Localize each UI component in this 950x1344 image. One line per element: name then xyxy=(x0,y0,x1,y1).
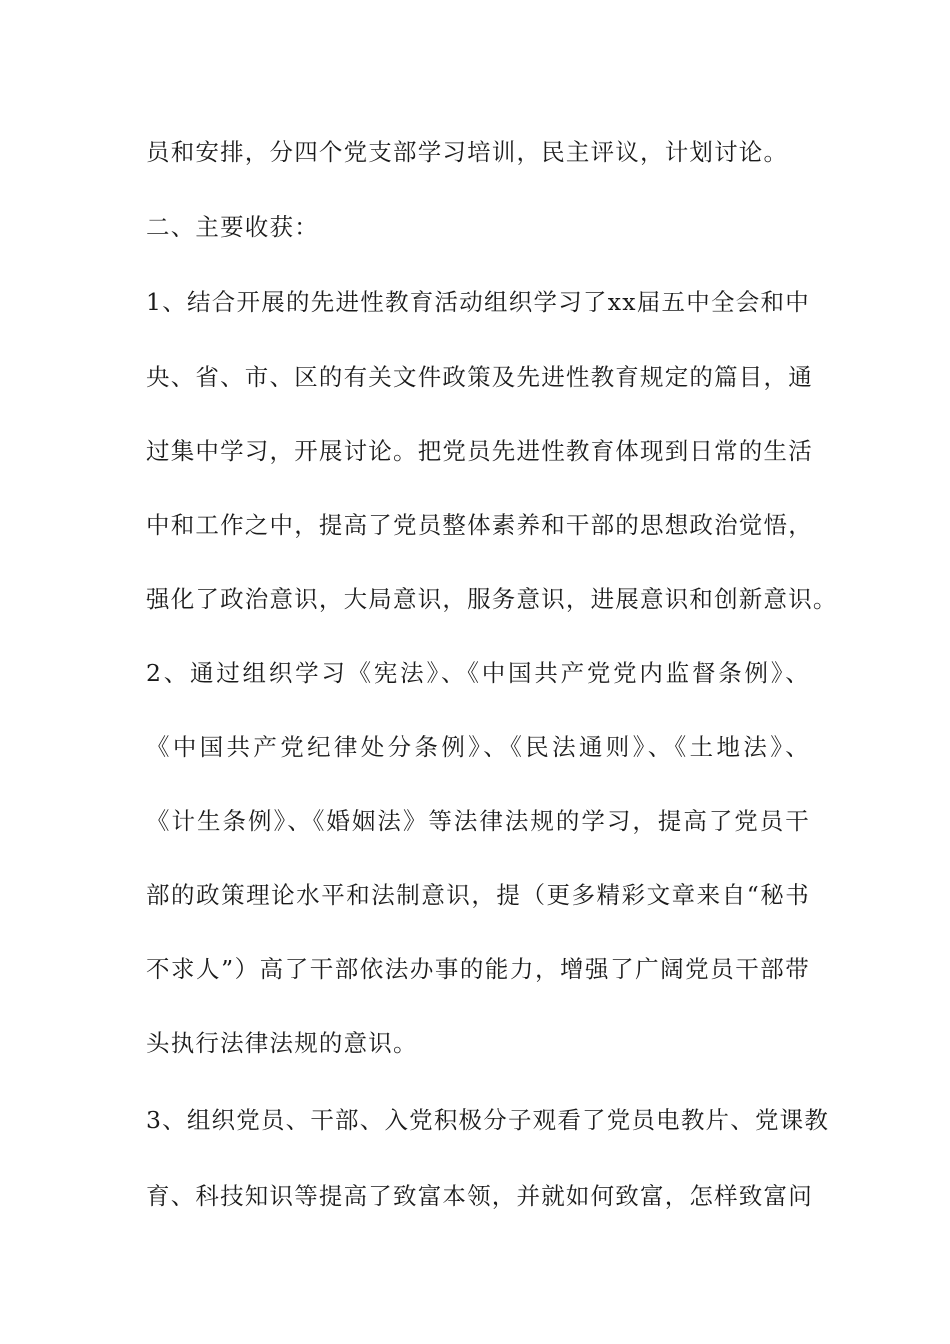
text-line: 2、通过组织学习《宪法》、《中国共产党党内监督条例》、 xyxy=(146,659,810,687)
text-line: 育、科技知识等提高了致富本领，并就如何致富，怎样致富问 xyxy=(146,1182,813,1210)
text-line: 央、省、市、区的有关文件政策及先进性教育规定的篇目，通 xyxy=(146,363,813,391)
text-line: 员和安排，分四个党支部学习培训，民主评议，计划讨论。 xyxy=(146,138,789,166)
text-line: 头执行法律法规的意识。 xyxy=(146,1029,418,1057)
text-line: 强化了政治意识，大局意识，服务意识，进展意识和创新意识。 xyxy=(146,585,838,613)
text-line: 过集中学习，开展讨论。把党员先进性教育体现到日常的生活 xyxy=(146,437,813,465)
text-line: 1、结合开展的先进性教育活动组织学习了xx届五中全会和中 xyxy=(146,288,810,316)
text-line: 《计生条例》、《婚姻法》等法律法规的学习，提高了党员干 xyxy=(146,807,810,835)
text-line: 中和工作之中，提高了党员整体素养和干部的思想政治觉悟， xyxy=(146,511,813,539)
text-line: 3、组织党员、干部、入党积极分子观看了党员电教片、党课教 xyxy=(146,1106,830,1134)
section-heading: 二、主要收获： xyxy=(146,213,319,241)
text-line: 不求人”）高了干部依法办事的能力，增强了广阔党员干部带 xyxy=(146,955,810,983)
text-line: 《中国共产党纪律处分条例》、《民法通则》、《土地法》、 xyxy=(146,733,810,761)
text-line: 部的政策理论水平和法制意识，提（更多精彩文章来自“秘书 xyxy=(146,881,810,909)
